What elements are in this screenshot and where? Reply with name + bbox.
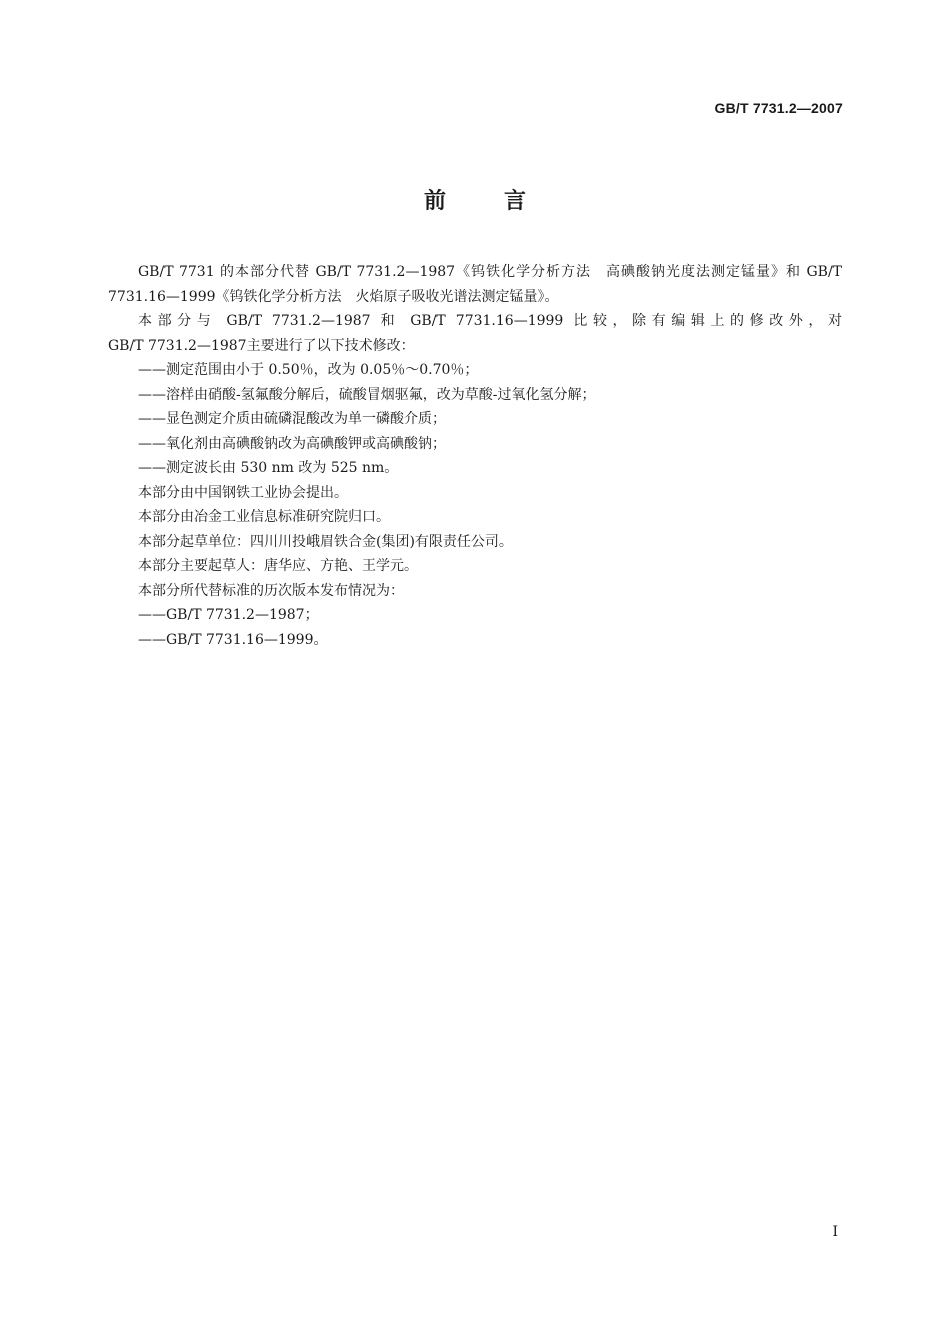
drafters-statement: 本部分主要起草人：唐华应、方艳、王学元。 bbox=[138, 558, 418, 574]
change-item: ——氧化剂由高碘酸钠改为高碘酸钾或高碘酸钠； bbox=[138, 435, 446, 452]
change-item: ——测定范围由小于 0.50％，改为 0.05％～0.70％； bbox=[138, 362, 479, 378]
replacement-statement: GB/T 7731 的本部分代替 GB/T 7731.2—1987《钨铁化学分析方法 高碘酸钠光度法测定锰量》和 GB/T 7731.16—1999《钨铁化学分析方法 火焰原子吸收光谱法测定锰量》。 bbox=[108, 264, 842, 305]
page-number: I bbox=[832, 1224, 838, 1240]
proposer-statement: 本部分由中国钢铁工业协会提出。 bbox=[138, 484, 348, 501]
comparison-statement-line2: GB/T 7731.2—1987主要进行了以下技术修改： bbox=[108, 337, 415, 354]
title-char-2: 言 bbox=[504, 189, 527, 214]
foreword-body bbox=[108, 260, 842, 652]
centralized-statement: 本部分由冶金工业信息标准研究院归口。 bbox=[138, 509, 390, 525]
standard-number: GB/T 7731.2—2007 bbox=[714, 100, 843, 116]
history-item: ——GB/T 7731.16—1999。 bbox=[138, 631, 328, 648]
change-item: ——显色测定介质由硫磷混酸改为单一磷酸介质； bbox=[138, 411, 446, 427]
page-title bbox=[0, 184, 950, 215]
change-item: ——测定波长由 530 nm 改为 525 nm。 bbox=[138, 460, 399, 476]
drafting-unit-statement: 本部分起草单位：四川川投峨眉铁合金(集团)有限责任公司。 bbox=[138, 533, 513, 550]
change-item: ——溶样由硝酸-氢氟酸分解后，硫酸冒烟驱氟，改为草酸-过氧化氢分解； bbox=[138, 386, 596, 403]
comparison-statement-line1: 本部分与 GB/T 7731.2—1987 和 GB/T 7731.16—1999 比较，除有编辑上的修改外，对 bbox=[138, 313, 842, 329]
history-item: ——GB/T 7731.2—1987； bbox=[138, 607, 319, 623]
history-intro: 本部分所代替标准的历次版本发布情况为： bbox=[138, 582, 404, 599]
title-char-1: 前 bbox=[423, 189, 446, 214]
